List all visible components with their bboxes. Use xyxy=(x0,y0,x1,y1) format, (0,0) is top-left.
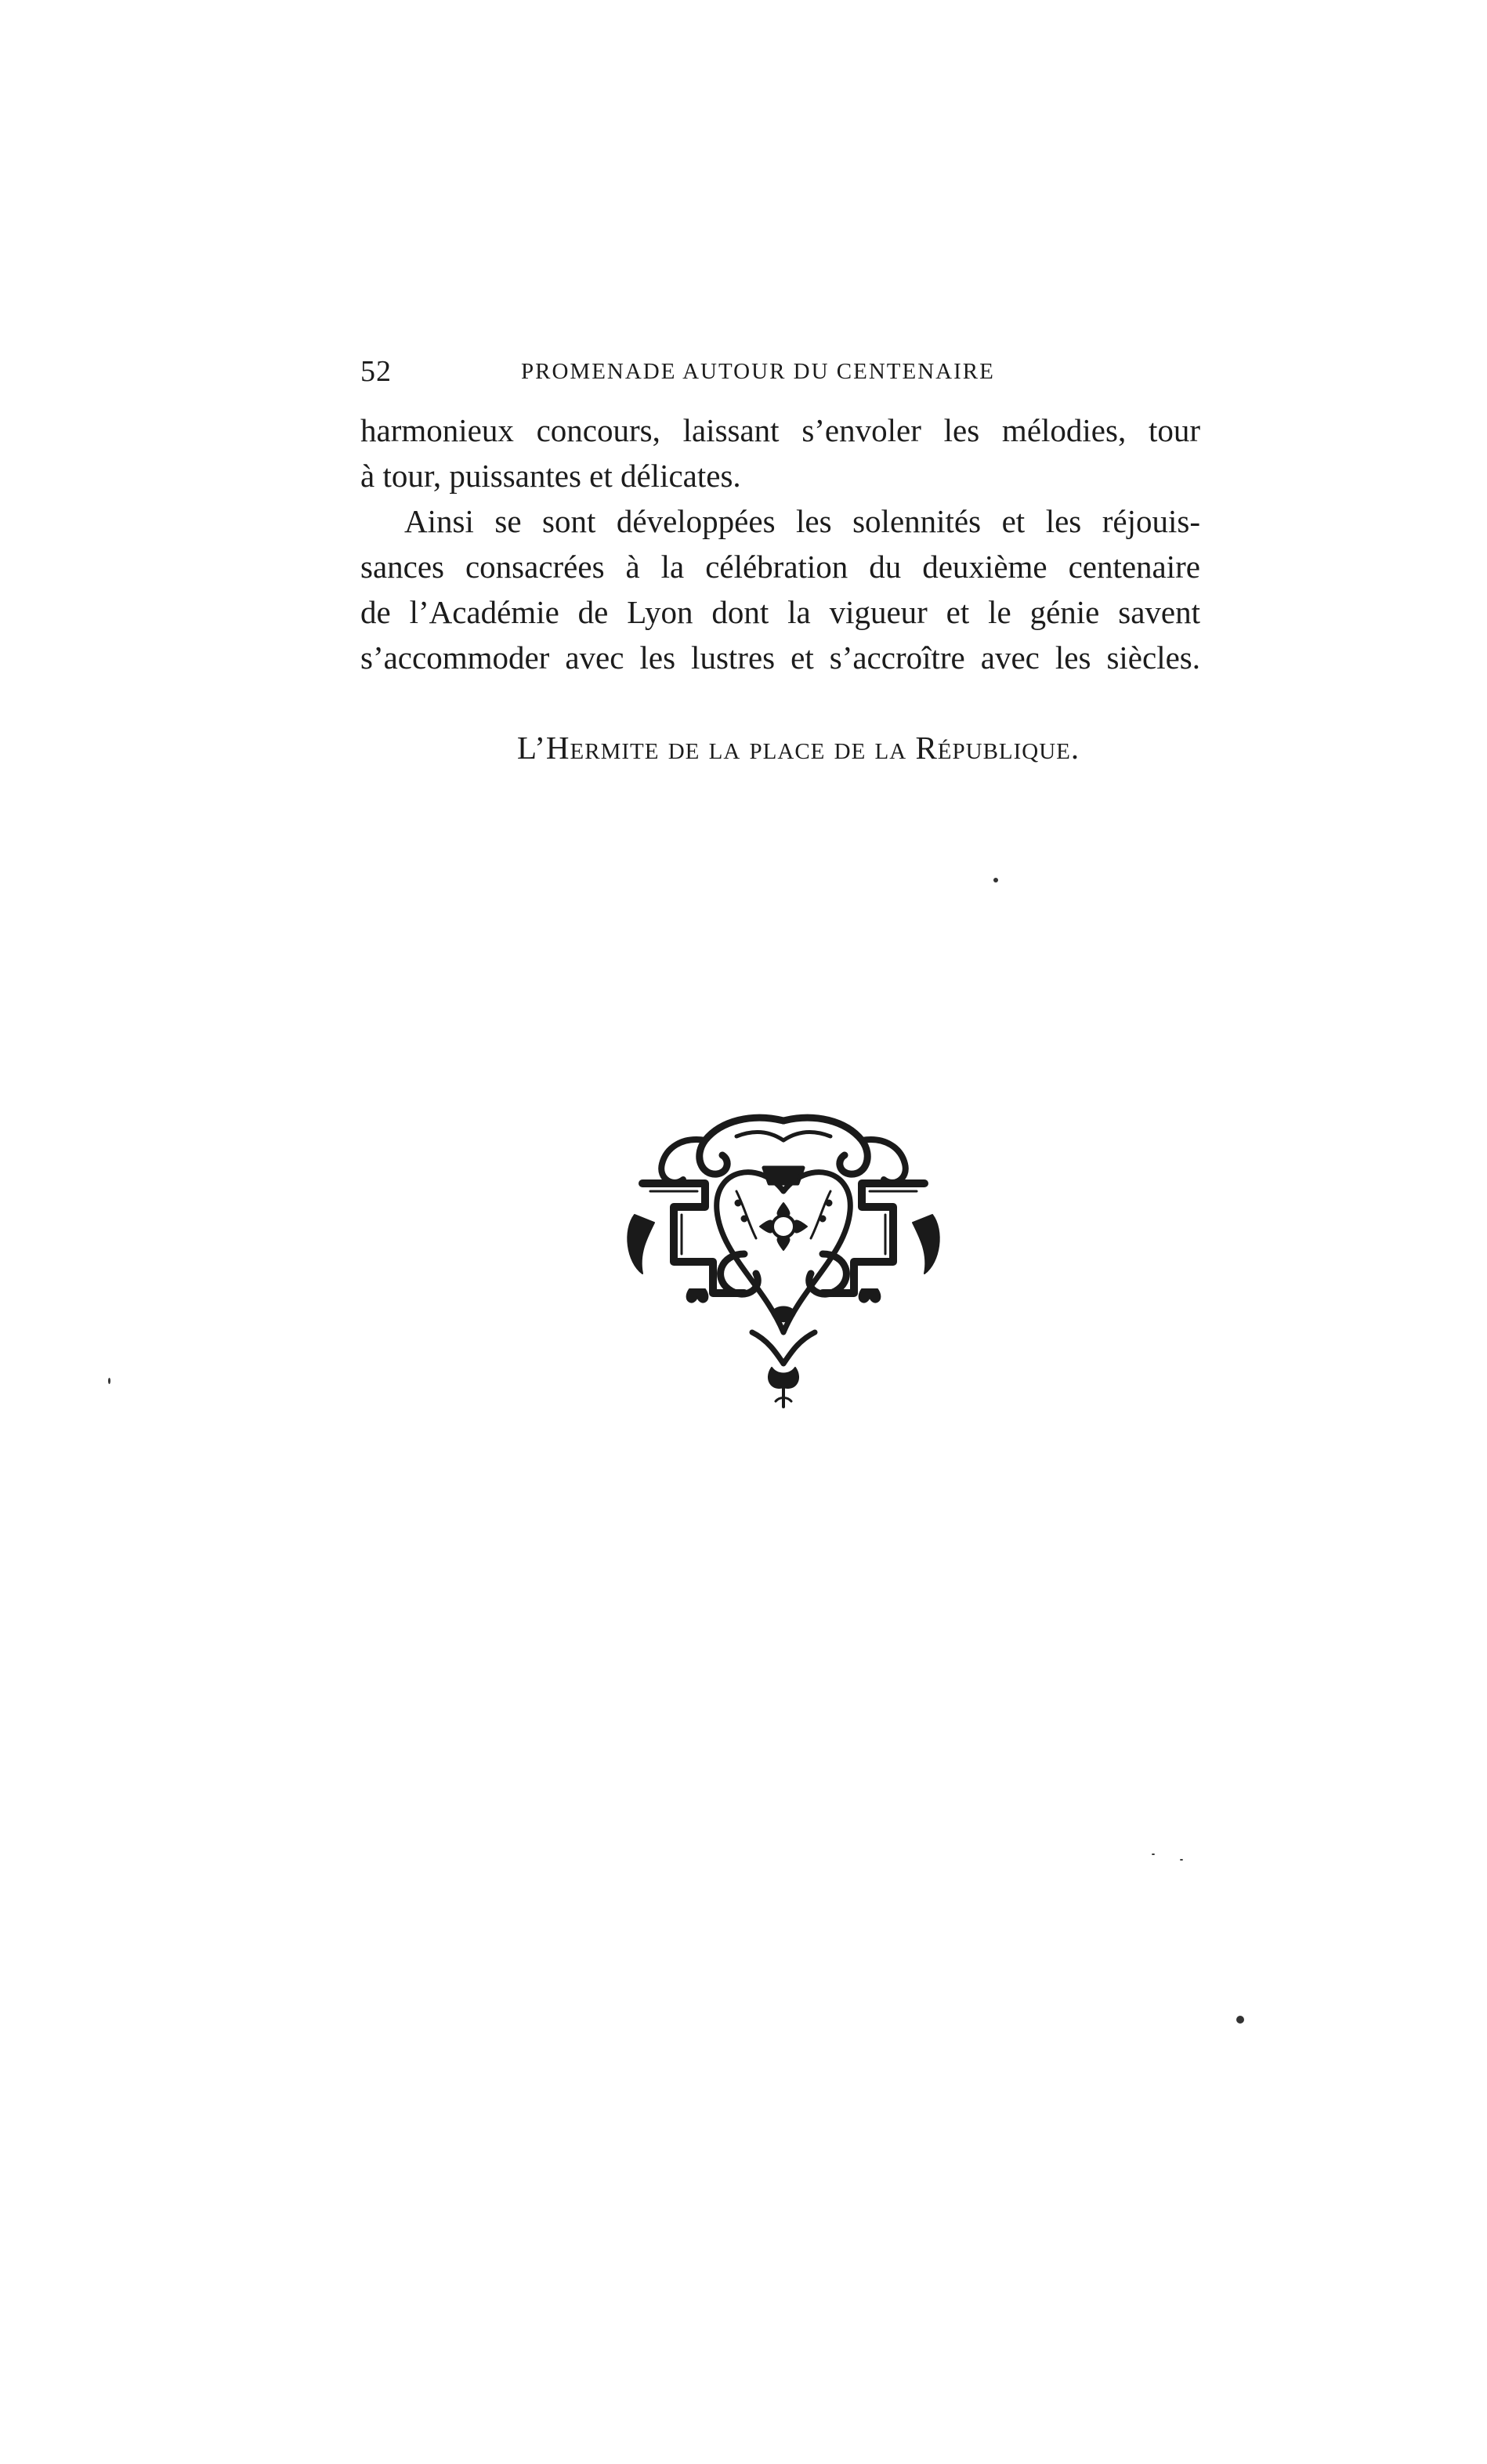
text-line-1: harmonieux concours, laissant s’envoler les mélodies, tour xyxy=(360,412,1200,448)
page-number: 52 xyxy=(360,355,392,388)
signature: L’Hermite de la place de la République. xyxy=(517,730,1080,766)
scan-speck xyxy=(1152,1853,1155,1855)
scan-speck xyxy=(1180,1859,1183,1861)
text-line-4: sances consacrées à la célébration du deuxième centenaire xyxy=(360,549,1200,585)
running-title: PROMENADE AUTOUR DU CENTENAIRE xyxy=(521,359,995,384)
body-text xyxy=(360,408,1200,680)
scan-speck xyxy=(993,878,998,882)
text-line-5: de l’Académie de Lyon dont la vigueur et le génie savent xyxy=(360,594,1200,630)
text-line-3: Ainsi se sont développées les solennités et les réjouis- xyxy=(404,503,1200,539)
floral-cartouche-vignette-icon xyxy=(619,1105,948,1411)
scan-speck xyxy=(108,1378,110,1384)
text-line-6: s’accommoder avec les lustres et s’accroître avec les siècles. xyxy=(360,640,1200,676)
running-head xyxy=(360,354,1199,393)
scan-speck xyxy=(1236,2016,1244,2024)
text-line-2: à tour, puissantes et délicates. xyxy=(360,458,741,494)
